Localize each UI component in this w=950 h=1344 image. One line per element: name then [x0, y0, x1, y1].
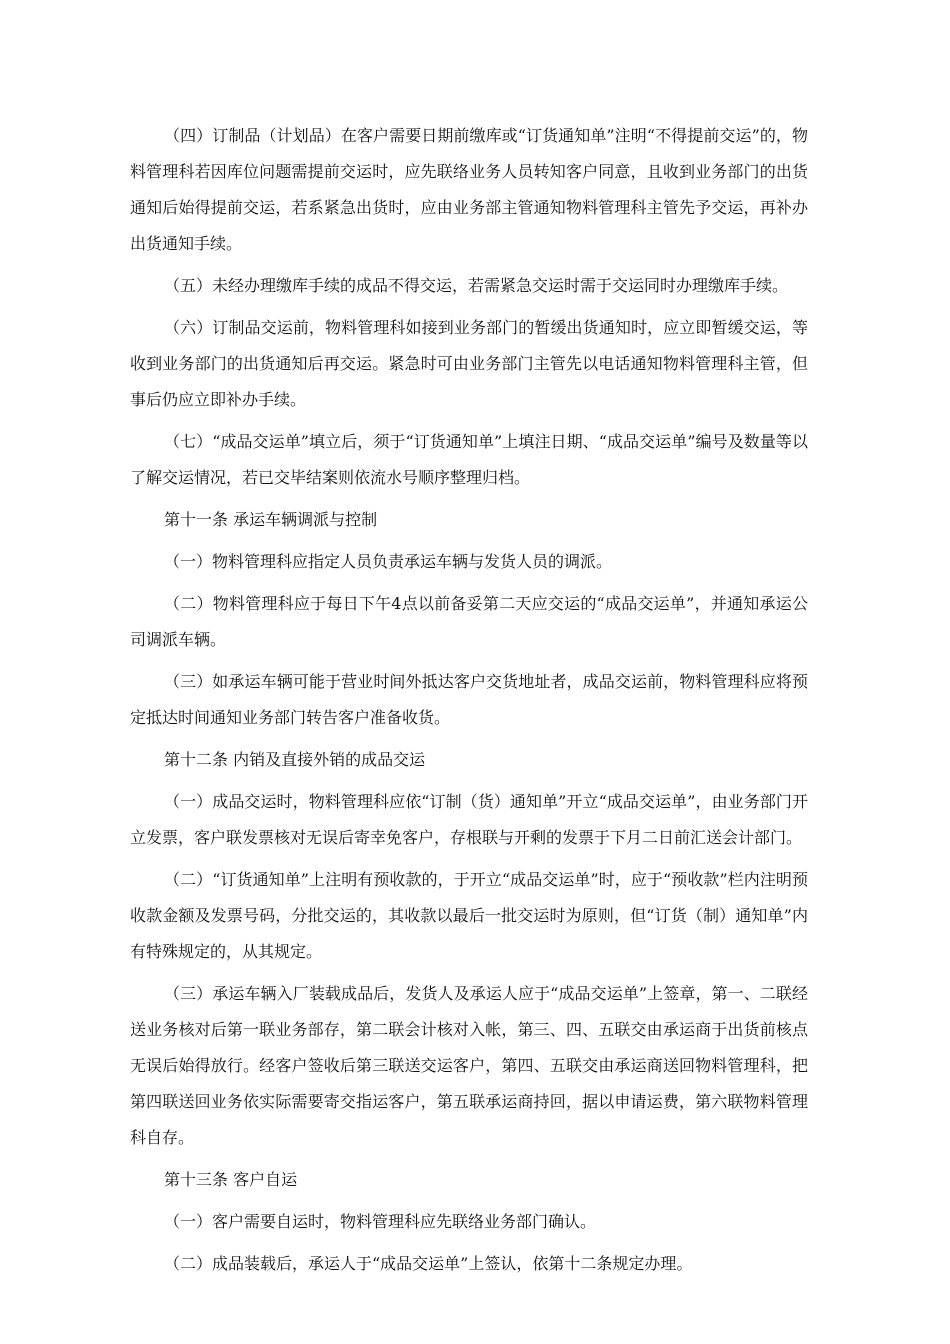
article-11-item-3: （三）如承运车辆可能于营业时间外抵达客户交货地址者，成品交运前，物料管理科应将预定抵达时间通知业务部门转告客户准备收货。: [130, 672, 808, 727]
article-12-item-2: （二）“订货通知单”上注明有预收款的，于开立“成品交运单”时，应于“预收款”栏内注明预收款金额及发票号码，分批交运的，其收款以最后一批交运时为原则，但“订货（制）通知单”内有特殊规定的，从其规定。: [130, 870, 808, 961]
article-11-item-2: （二）物料管理科应于每日下午4点以前备妥第二天应交运的“成品交运单”，并通知承运公司调派车辆。: [130, 594, 808, 649]
paragraph-4: （四）订制品（计划品）在客户需要日期前缴库或“订货通知单”注明“不得提前交运”的，物料管理科若因库位问题需提前交运时，应先联络业务人员转知客户同意，且收到业务部门的出货通知后始得提前交运，若系紧急出货时，应由业务部主管通知物料管理科主管先予交运，再补办出货通知手续。: [130, 126, 808, 253]
article-13-item-1: （一）客户需要自运时，物料管理科应先联络业务部门确认。: [164, 1212, 597, 1231]
paragraph-7: （七）“成品交运单”填立后，须于“订货通知单”上填注日期、“成品交运单”编号及数量等以了解交运情况，若已交毕结案则依流水号顺序整理归档。: [130, 432, 808, 487]
paragraph-5: （五）未经办理缴库手续的成品不得交运，若需紧急交运时需于交运同时办理缴库手续。: [164, 276, 789, 295]
article-13-item-2: （二）成品装载后，承运人于“成品交运单”上签认，依第十二条规定办理。: [164, 1254, 693, 1273]
document-body: [130, 118, 808, 1288]
article-11-item-1: （一）物料管理科应指定人员负责承运车辆与发货人员的调派。: [164, 552, 613, 571]
article-12-item-3: （三）承运车辆入厂装载成品后，发货人及承运人应于“成品交运单”上签章，第一、二联经送业务核对后第一联业务部存，第二联会计核对入帐，第三、四、五联交由承运商于出货前核点无误后始得放行。经客户签收后第三联送交运客户，第四、五联交由承运商送回物料管理科，把第四联送回业务依实际需要寄交指运客户，第五联承运商持回，据以申请运费，第六联物料管理科自存。: [130, 984, 808, 1147]
article-11-heading: 第十一条 承运车辆调派与控制: [164, 510, 378, 529]
article-13-heading: 第十三条 客户自运: [164, 1170, 298, 1189]
article-12-heading: 第十二条 内销及直接外销的成品交运: [164, 750, 426, 769]
paragraph-6: （六）订制品交运前，物料管理科如接到业务部门的暂缓出货通知时，应立即暂缓交运，等收到业务部门的出货通知后再交运。紧急时可由业务部门主管先以电话通知物料管理科主管，但事后仍应立即补办手续。: [130, 318, 808, 409]
article-12-item-1: （一）成品交运时，物料管理科应依“订制（货）通知单”开立“成品交运单”，由业务部门开立发票，客户联发票核对无误后寄幸免客户，存根联与开剩的发票于下月二日前汇送会计部门。: [130, 792, 808, 847]
